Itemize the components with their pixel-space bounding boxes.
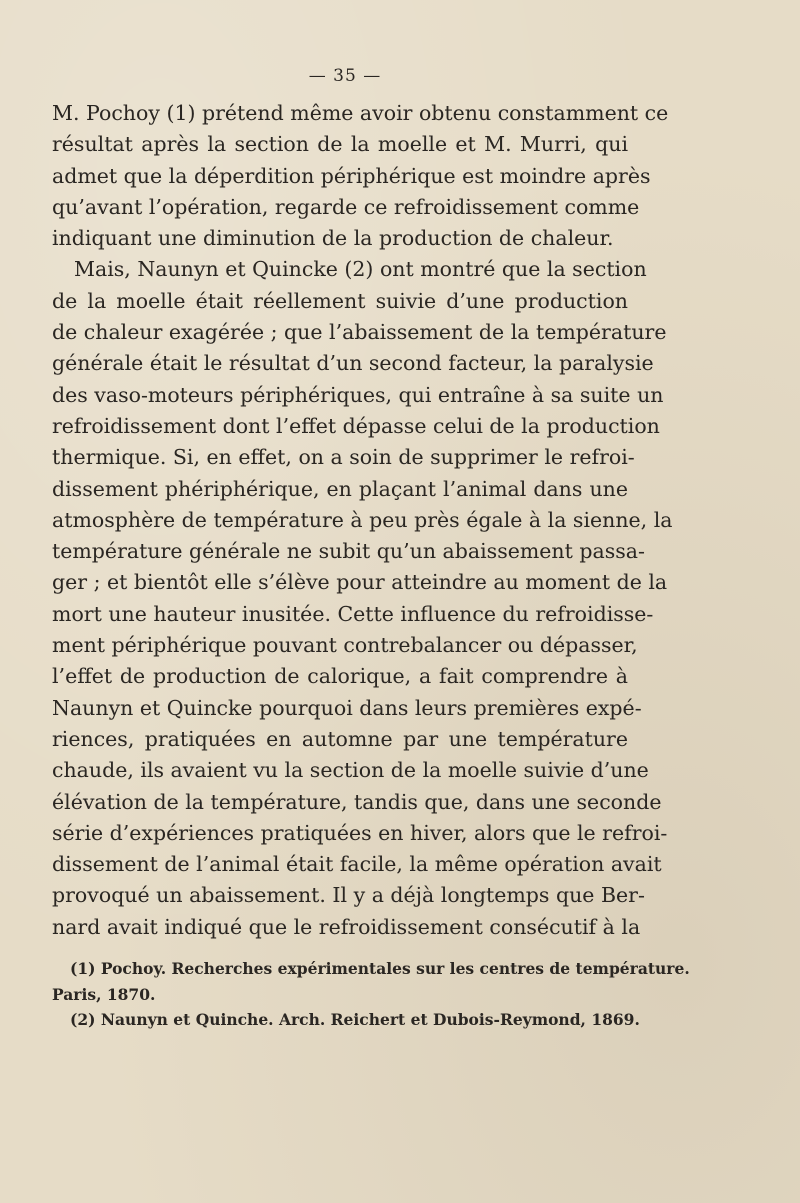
text-line: nard avait indiqué que le refroidissement consécutif à la [52,914,641,939]
footnote-line: (1) Pochoy. Recherches expérimentales sur les centres de température. [70,959,690,978]
text-line: M. Pochoy (1) prétend même avoir obtenu constamment ce [52,101,669,125]
text-line: provoqué un abaissement. Il y a déjà longtemps que Ber- [52,883,645,908]
text-line: générale était le résultat d’un second facteur, la paralysie [52,351,654,376]
text-line: température générale ne subit qu’un abaissement passa- [52,539,645,564]
footnote-1 [52,956,690,1007]
text-line: qu’avant l’opération, regarde ce refroidissement comme [52,194,640,219]
text-line: admet que la déperdition périphérique est moindre après [52,163,651,188]
text-line: thermique. Si, en effet, on a soin de supprimer le refroi- [52,445,635,470]
text-line: Naunyn et Quincke pourquoi dans leurs premières expé- [52,695,642,720]
text-line: élévation de la température, tandis que, dans une seconde [52,789,662,814]
text-line: indiquant une diminution de la production de chaleur. [52,226,614,251]
footnotes [52,956,690,1033]
footnote-2 [52,1007,640,1033]
text-line: ment périphérique pouvant contrebalancer ou dépasser, [52,633,638,658]
text-line: dissement de l’animal était facile, la même opération avait [52,852,662,877]
paragraph-1 [52,98,669,254]
footnote-line: (2) Naunyn et Quinche. Arch. Reichert et Dubois-Reymond, 1869. [70,1010,640,1029]
page-number: — 35 — [308,66,382,86]
paragraph-2 [52,254,673,943]
text-line: série d’expériences pratiquées en hiver, alors que le refroi- [52,820,668,845]
text-line: riences, pratiquées en automne par une température [52,726,628,751]
text-line: chaude, ils avaient vu la section de la moelle suivie d’une [52,758,649,783]
text-line: Mais, Naunyn et Quincke (2) ont montré que la section [74,257,647,282]
text-line: refroidissement dont l’effet dépasse celui de la production [52,413,660,438]
text-line: de la moelle était réellement suivie d’une production [52,288,628,313]
text-line: des vaso-moteurs périphériques, qui entraîne à sa suite un [52,382,664,407]
text-line: atmosphère de température à peu près égale à la sienne, la [52,507,673,532]
footnote-line: Paris, 1870. [52,984,156,1004]
text-line: mort une hauteur inusitée. Cette influence du refroidisse- [52,601,654,626]
text-line: l’effet de production de calorique, a fait comprendre à [52,664,628,689]
text-line: de chaleur exagérée ; que l’abaissement de la température [52,320,667,345]
body-text [52,98,673,943]
text-line: ger ; et bientôt elle s’élève pour atteindre au moment de la [52,570,668,595]
text-line: dissement phériphérique, en plaçant l’animal dans une [52,476,628,501]
text-line: résultat après la section de la moelle et M. Murri, qui [52,132,628,157]
